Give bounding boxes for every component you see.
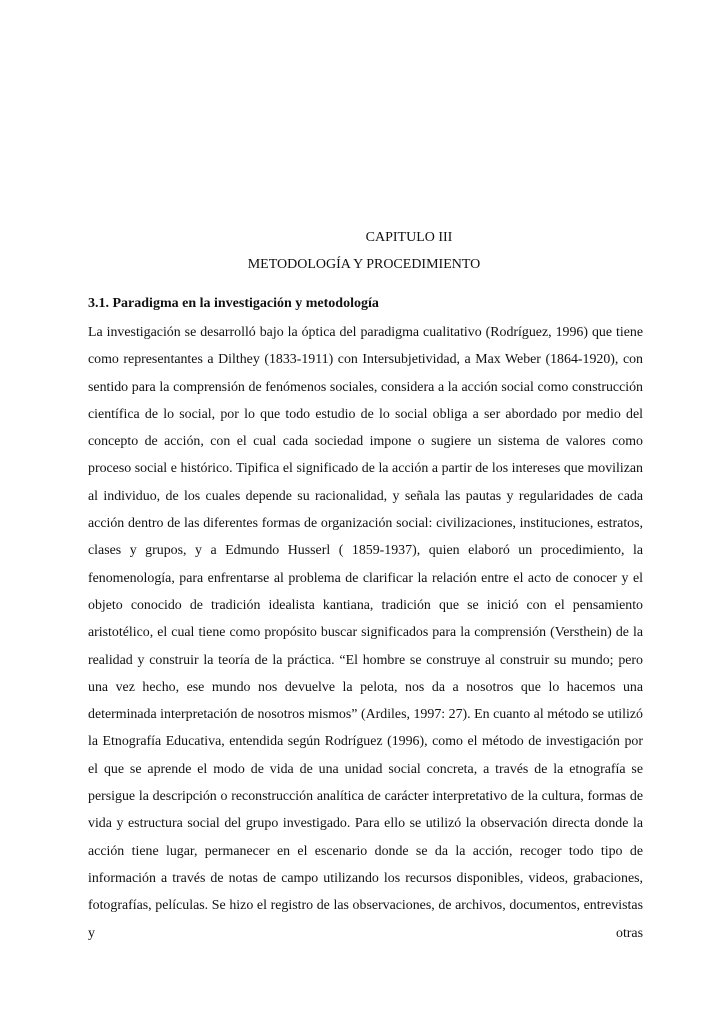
chapter-heading: [0, 226, 728, 277]
chapter-title: METODOLOGÍA Y PROCEDIMIENTO: [247, 257, 481, 272]
body-paragraph: La investigación se desarrolló bajo la óptica del paradigma cualitativo (Rodríguez, 1996) que tiene como representantes a Dilthey (1833-1911) con Intersubjetividad, a Max Weber (1864-1920), con sentido para la comprensión de fenómenos sociales, considera a la acción social como construcción científica de lo social, por lo que todo estudio de lo social obliga a ser abordado por medio del concepto de acción, con el cual cada sociedad impone o sugiere un sistema de valores como proceso social e histórico. Tipifica el significado de la acción a partir de los intereses que movilizan al individuo, de los cuales depende su racionalidad, y señala las pautas y regularidades de cada acción dentro de las diferentes formas de organización social: civilizaciones, instituciones, estratos, clases y grupos, y a Edmundo Husserl ( 1859-1937), quien elaboró un procedimiento, la fenomenología, para enfrentarse al problema de clarificar la relación entre el acto de conocer y el objeto conocido de tradición idealista kantiana, tradición que se inició con el pensamiento aristotélico, el cual tiene como propósito buscar significados para la comprensión (Versthein) de la realidad y construir la teoría de la práctica. “El hombre se construye al construir su mundo; pero una vez hecho, ese mundo nos devuelve la pelota, nos da a nosotros que lo hacemos una determinada interpretación de nosotros mismos” (Ardiles, 1997: 27). En cuanto al método se utilizó la Etnografía Educativa, entendida según Rodríguez (1996), como el método de investigación por el que se aprende el modo de vida de una unidad social concreta, a través de la etnografía se persigue la descripción o reconstrucción analítica de carácter interpretativo de la cultura, formas de vida y estructura social del grupo investigado. Para ello se utilizó la observación directa donde la acción tiene lugar, permanecer en el escenario donde se da la acción, recoger todo tipo de información a través de notas de campo utilizando los recursos disponibles, videos, grabaciones, fotografías, películas. Se hizo el registro de las observaciones, de archivos, documentos, entrevistas y otras: [88, 325, 643, 941]
section-title: 3.1. Paradigma en la investigación y metodología: [88, 296, 379, 311]
chapter-label: CAPITULO III: [365, 230, 453, 245]
